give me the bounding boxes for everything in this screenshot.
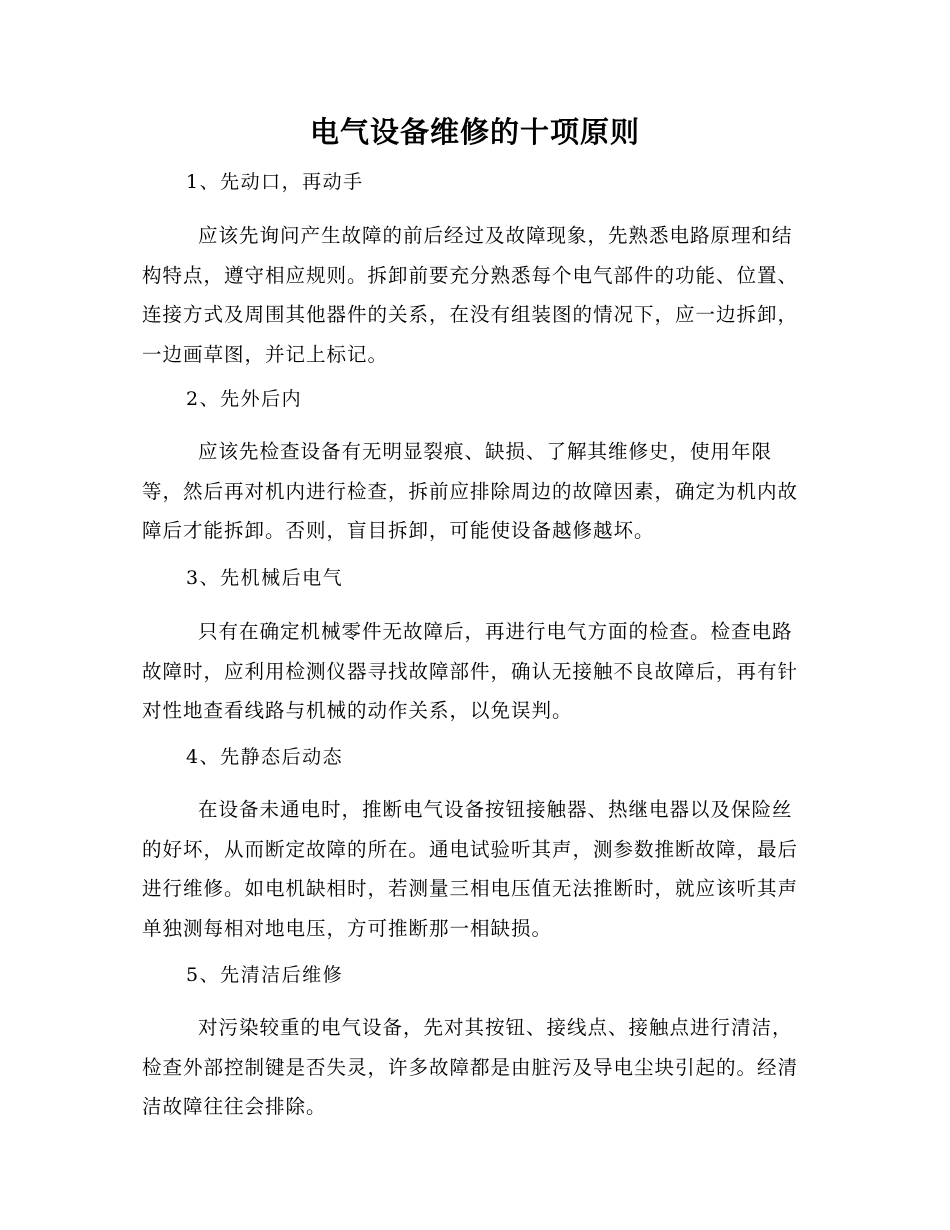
section-4-heading: 4、先静态后动态: [186, 746, 344, 768]
section-5-heading: 5、先清洁后维修: [186, 964, 344, 986]
section-3-body: 只有在确定机械零件无故障后，再进行电气方面的检查。检查电路故障时，应利用检测仪器寻找故障部件，确认无接触不良故障后，再有针对性地查看线路与机械的动作关系，以免误判。: [142, 620, 799, 722]
section-2-heading: 2、先外后内: [186, 388, 303, 410]
section-1-body: 应该先询问产生故障的前后经过及故障现象，先熟悉电路原理和结构特点，遵守相应规则。拆卸前要充分熟悉每个电气部件的功能、位置、连接方式及周围其他器件的关系，在没有组装图的情况下，应一边拆卸，一边画草图，并记上标记。: [142, 224, 799, 366]
section-1-heading: 1、先动口，再动手: [186, 171, 364, 193]
section-3-heading: 3、先机械后电气: [186, 567, 344, 589]
section-5-body: 对污染较重的电气设备，先对其按钮、接线点、接触点进行清洁，检查外部控制键是否失灵，许多故障都是由脏污及导电尘块引起的。经清洁故障往往会排除。: [142, 1016, 799, 1118]
section-2-body: 应该先检查设备有无明显裂痕、缺损、了解其维修史，使用年限等，然后再对机内进行检查，拆前应排除周边的故障因素，确定为机内故障后才能拆卸。否则，盲目拆卸，可能使设备越修越坏。: [142, 440, 799, 542]
section-4-body: 在设备未通电时，推断电气设备按钮接触器、热继电器以及保险丝的好坏，从而断定故障的所在。通电试验听其声，测参数推断故障，最后进行维修。如电机缺相时，若测量三相电压值无法推断时，就应该听其声单独测每相对地电压，方可推断那一相缺损。: [142, 798, 799, 940]
document-title: 电气设备维修的十项原则: [309, 115, 640, 149]
